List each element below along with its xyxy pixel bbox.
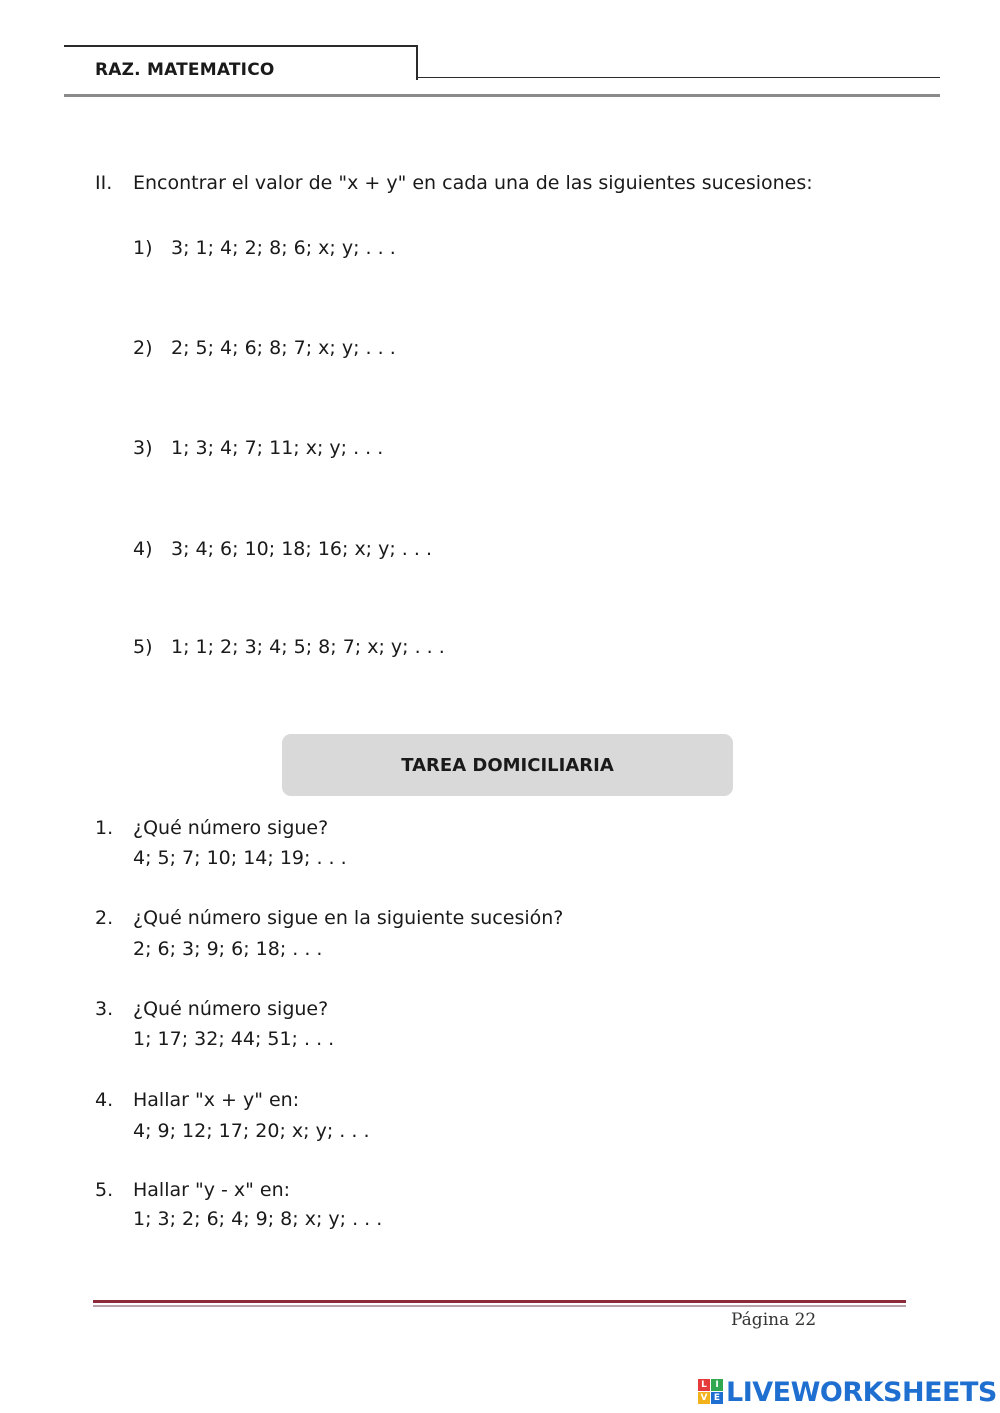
homework-sequence: 1; 3; 2; 6; 4; 9; 8; x; y; . . . xyxy=(133,1208,383,1230)
header-divider xyxy=(64,94,940,97)
homework-sequence: 4; 5; 7; 10; 14; 19; . . . xyxy=(133,847,347,869)
exercise-number: 4) xyxy=(133,538,153,560)
homework-number: 4. xyxy=(95,1089,114,1111)
exercise-sequence: 2; 5; 4; 6; 8; 7; x; y; . . . xyxy=(171,337,396,359)
homework-question: Hallar "y - x" en: xyxy=(133,1179,291,1201)
footer-rule xyxy=(93,1300,906,1303)
page-number: Página 22 xyxy=(731,1310,817,1330)
exercise-number: 1) xyxy=(133,237,153,259)
homework-number: 3. xyxy=(95,998,114,1020)
homework-number: 2. xyxy=(95,907,114,929)
liveworksheets-icon: L I V E xyxy=(698,1379,724,1405)
exercise-sequence: 3; 4; 6; 10; 18; 16; x; y; . . . xyxy=(171,538,433,560)
homework-sequence: 4; 9; 12; 17; 20; x; y; . . . xyxy=(133,1120,370,1142)
homework-question: Hallar "x + y" en: xyxy=(133,1089,300,1111)
exercise-sequence: 1; 3; 4; 7; 11; x; y; . . . xyxy=(171,437,384,459)
homework-number: 1. xyxy=(95,817,114,839)
homework-question: ¿Qué número sigue? xyxy=(133,998,329,1020)
exercise-number: 3) xyxy=(133,437,153,459)
exercise-sequence: 1; 1; 2; 3; 4; 5; 8; 7; x; y; . . . xyxy=(171,636,445,658)
exercise-number: 5) xyxy=(133,636,153,658)
liveworksheets-logo[interactable] xyxy=(698,1376,997,1408)
footer-rule-secondary xyxy=(93,1305,906,1307)
header-rule xyxy=(416,77,940,78)
homework-question: ¿Qué número sigue en la siguiente sucesión? xyxy=(133,907,564,929)
brand-name: LIVEWORKSHEETS xyxy=(726,1376,997,1408)
section-instruction: Encontrar el valor de "x + y" en cada una de las siguientes sucesiones: xyxy=(133,172,813,194)
section-numeral: II. xyxy=(95,172,113,194)
homework-banner: TAREA DOMICILIARIA xyxy=(282,734,733,796)
homework-question: ¿Qué número sigue? xyxy=(133,817,329,839)
homework-number: 5. xyxy=(95,1179,114,1201)
homework-sequence: 2; 6; 3; 9; 6; 18; . . . xyxy=(133,938,323,960)
exercise-number: 2) xyxy=(133,337,153,359)
exercise-sequence: 3; 1; 4; 2; 8; 6; x; y; . . . xyxy=(171,237,396,259)
homework-sequence: 1; 17; 32; 44; 51; . . . xyxy=(133,1028,335,1050)
header-title: RAZ. MATEMATICO xyxy=(95,60,275,80)
